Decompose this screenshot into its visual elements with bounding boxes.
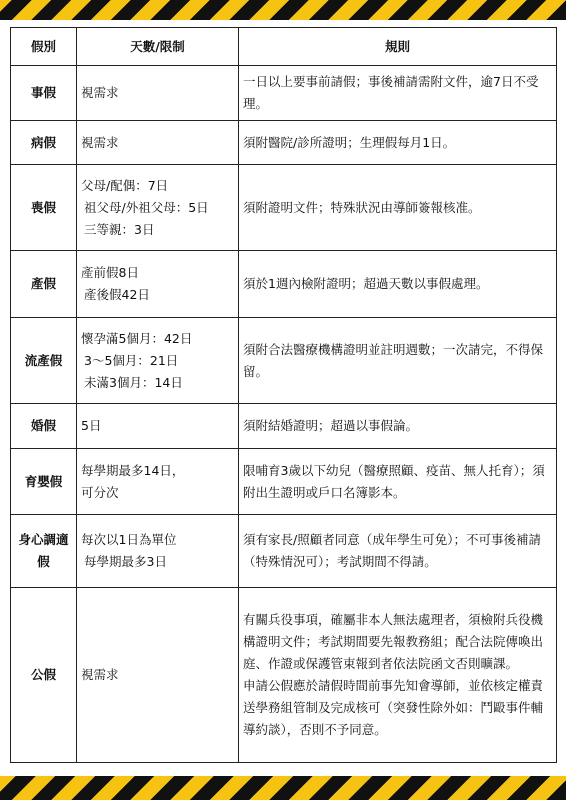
days-line: 視需求 xyxy=(81,667,119,682)
leave-days xyxy=(77,318,239,404)
leave-type: 病假 xyxy=(11,121,77,165)
leave-rule xyxy=(239,404,557,449)
leave-rule xyxy=(239,121,557,165)
rule-text: 須附合法醫療機構證明並註明週數；一次請完，不得保留。 xyxy=(243,341,544,379)
table-row xyxy=(11,449,557,515)
leave-type: 身心調適假 xyxy=(11,515,77,588)
days-line: 產前假8日 xyxy=(81,265,139,280)
table-row xyxy=(11,251,557,318)
days-line: 視需求 xyxy=(81,85,119,100)
leave-type: 流產假 xyxy=(11,318,77,404)
table-row xyxy=(11,66,557,121)
table-header-row xyxy=(11,28,557,66)
leave-rule xyxy=(239,251,557,318)
table-row xyxy=(11,165,557,251)
leave-rule xyxy=(239,588,557,763)
leave-days xyxy=(77,251,239,318)
days-line: 三等親：3日 xyxy=(84,221,155,237)
leave-rule xyxy=(239,449,557,515)
leave-days xyxy=(77,449,239,515)
leave-type: 喪假 xyxy=(11,165,77,251)
leave-type: 公假 xyxy=(11,588,77,763)
days-line: 懷孕滿5個月：42日 xyxy=(81,330,193,346)
header-type: 假別 xyxy=(11,28,77,66)
days-line: 祖父母/外祖父母：5日 xyxy=(84,199,209,215)
rule-text: 須附結婚證明；超過以事假論。 xyxy=(243,418,419,433)
leave-rule xyxy=(239,515,557,588)
leave-days xyxy=(77,588,239,763)
header-rules: 規則 xyxy=(239,28,557,66)
leave-rule xyxy=(239,66,557,121)
leave-type: 事假 xyxy=(11,66,77,121)
days-line: 5日 xyxy=(81,418,102,433)
hazard-stripe-bottom xyxy=(0,776,566,800)
leave-type: 育嬰假 xyxy=(11,449,77,515)
leave-type: 婚假 xyxy=(11,404,77,449)
days-line: 未滿3個月：14日 xyxy=(84,374,183,390)
days-line: 可分次 xyxy=(81,484,119,500)
days-line: 每學期最多14日， xyxy=(81,462,185,478)
leave-days xyxy=(77,404,239,449)
rule-text: 一日以上要事前請假；事後補請需附文件，逾7日不受理。 xyxy=(243,74,539,111)
leave-days xyxy=(77,515,239,588)
table-row xyxy=(11,515,557,588)
leave-rules-table xyxy=(10,27,557,763)
table-row xyxy=(11,404,557,449)
rule-text: 須附證明文件；特殊狀況由導師簽報核准。 xyxy=(243,199,481,215)
table-row xyxy=(11,588,557,763)
days-line: 父母/配偶：7日 xyxy=(81,177,169,193)
days-line: 每次以1日為單位 xyxy=(81,532,177,547)
leave-type: 產假 xyxy=(11,251,77,318)
days-line: 產後假42日 xyxy=(84,287,150,302)
header-days: 天數/限制 xyxy=(77,28,239,66)
rule-text: 須附醫院/診所證明；生理假每月1日。 xyxy=(243,134,456,150)
leave-days xyxy=(77,165,239,251)
leave-rule xyxy=(239,318,557,404)
rule-text: 申請公假應於請假時間前事先知會導師，並依核定權責送學務組管制及完成核可（突發性除外如：鬥毆事件輔導約談），否則不予同意。 xyxy=(243,678,544,737)
table-row xyxy=(11,121,557,165)
table-row xyxy=(11,318,557,404)
days-line: 視需求 xyxy=(81,134,119,150)
rule-text: 須有家長/照顧者同意（成年學生可免）；不可事後補請（特殊情況可）；考試期間不得請。 xyxy=(243,532,541,569)
rule-text: 有關兵役事項，確屬非本人無法處理者，須檢附兵役機構證明文件；考試期間要先報教務組；配合法院傳喚出庭、作證或保護管束報到者依法院函文否則曠課。 xyxy=(243,612,544,671)
leave-rule xyxy=(239,165,557,251)
rule-text: 須於1週內檢附證明；超過天數以事假處理。 xyxy=(243,276,489,291)
days-line: 每學期最多3日 xyxy=(84,554,167,569)
leave-days xyxy=(77,121,239,165)
days-line: 3～5個月：21日 xyxy=(84,352,179,368)
hazard-stripe-top xyxy=(0,0,566,20)
rule-text: 限哺育3歲以下幼兒（醫療照顧、疫苗、無人托育）；須附出生證明或戶口名簿影本。 xyxy=(243,462,545,500)
leave-days xyxy=(77,66,239,121)
